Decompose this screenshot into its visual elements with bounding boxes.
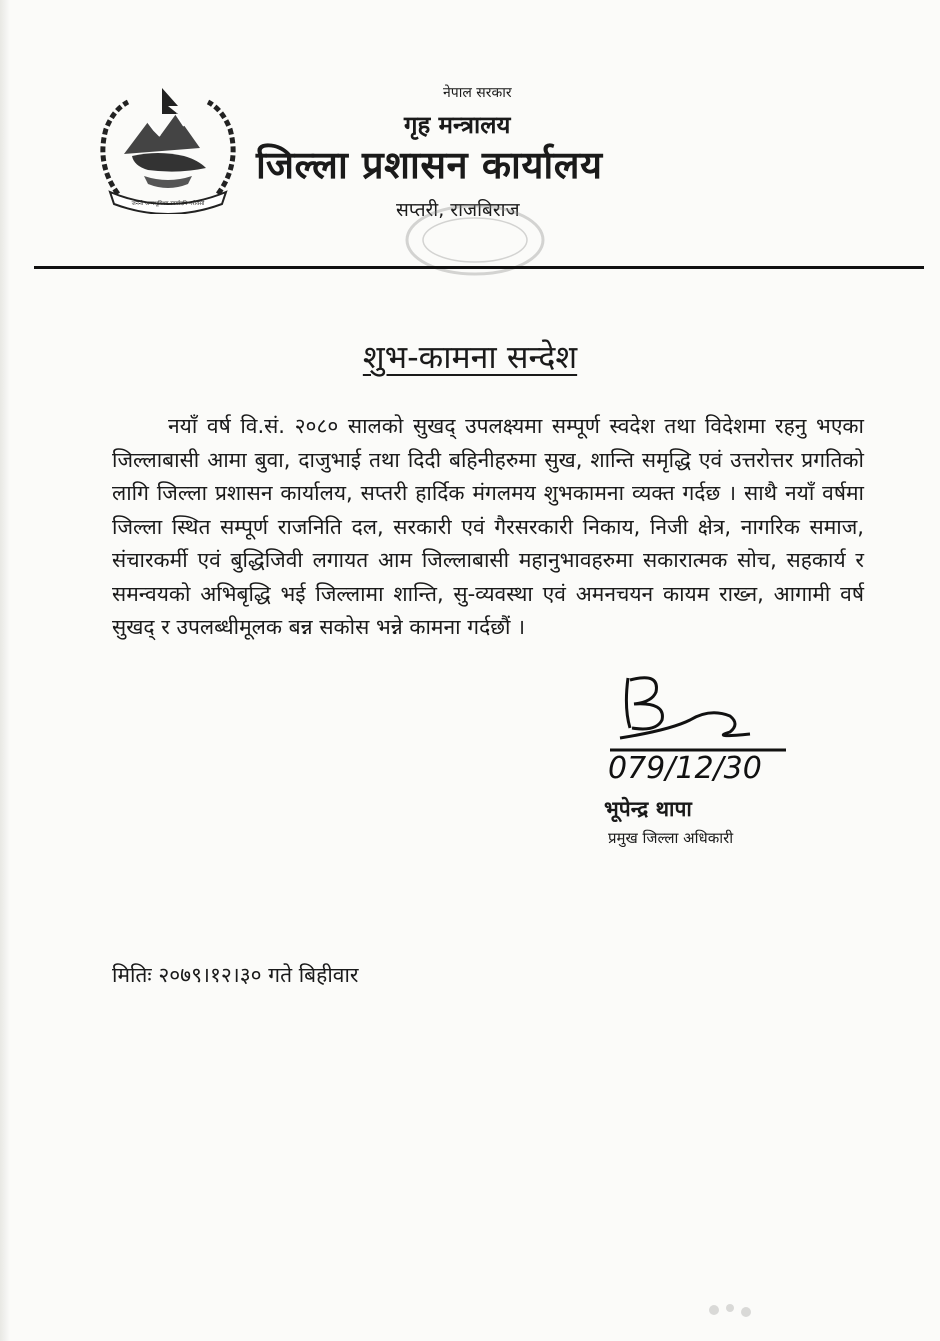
letterhead-divider — [34, 266, 924, 269]
message-paragraph: नयाँ वर्ष वि.सं. २०८० सालको सुखद् उपलक्ष्यमा सम्पूर्ण स्वदेश तथा विदेशमा रहनु भएका जिल्लाबासी आमा बुवा, दाजुभाई तथा दिदी बहिनीहरुमा सुख, शान्ति समृद्धि एवं उत्तरोत्तर प्रगतिको लागि जिल्ला प्रशासन कार्यालय, सप्तरी हार्दिक मंगलमय शुभकामना व्यक्त गर्दछ । साथै नयाँ वर्षमा जिल्ला स्थित सम्पूर्ण राजनिति दल, सरकारी एवं गैरसरकारी निकाय, निजी क्षेत्र, नागरिक समाज, संचारकर्मी एवं बुद्धिजिवी लगायत आम जिल्लाबासी महानुभावहरुमा सकारात्मक सोच, सहकार्य र समन्वयको अभिबृद्धि भई जिल्लामा शान्ति, सु-व्यवस्था एवं अमनचयन कायम राख्न, आगामी वर्ष सुखद् र उपलब्धीमूलक बन्न सकोस भन्ने कामना गर्दछौं । — [112, 414, 864, 639]
office-name: जिल्ला प्रशासन कार्यालय — [256, 143, 603, 187]
emblem-motto: जननी जन्मभूमिश्च स्वर्गादपि गरीयसी — [131, 201, 205, 207]
handwritten-signature — [590, 668, 790, 788]
government-name: नेपाल सरकार — [443, 85, 512, 101]
signatory-name: भूपेन्द्र थापा — [604, 797, 692, 821]
signatory-title: प्रमुख जिल्ला अधिकारी — [608, 829, 734, 847]
document-title — [0, 335, 940, 378]
document-title-text: शुभ-कामना सन्देश — [362, 338, 578, 376]
document-date: मितिः २०७९।१२।३० गते बिहीवार — [112, 963, 359, 987]
message-body — [112, 410, 864, 645]
handwritten-date: 079/12/30 — [608, 751, 762, 786]
nepal-emblem-icon — [88, 84, 248, 214]
ministry-name: गृह मन्त्रालय — [404, 111, 511, 139]
page-edge-shadow — [0, 0, 10, 1341]
scan-smudge — [704, 1296, 764, 1324]
office-location: सप्तरी, राजबिराज — [396, 199, 520, 221]
